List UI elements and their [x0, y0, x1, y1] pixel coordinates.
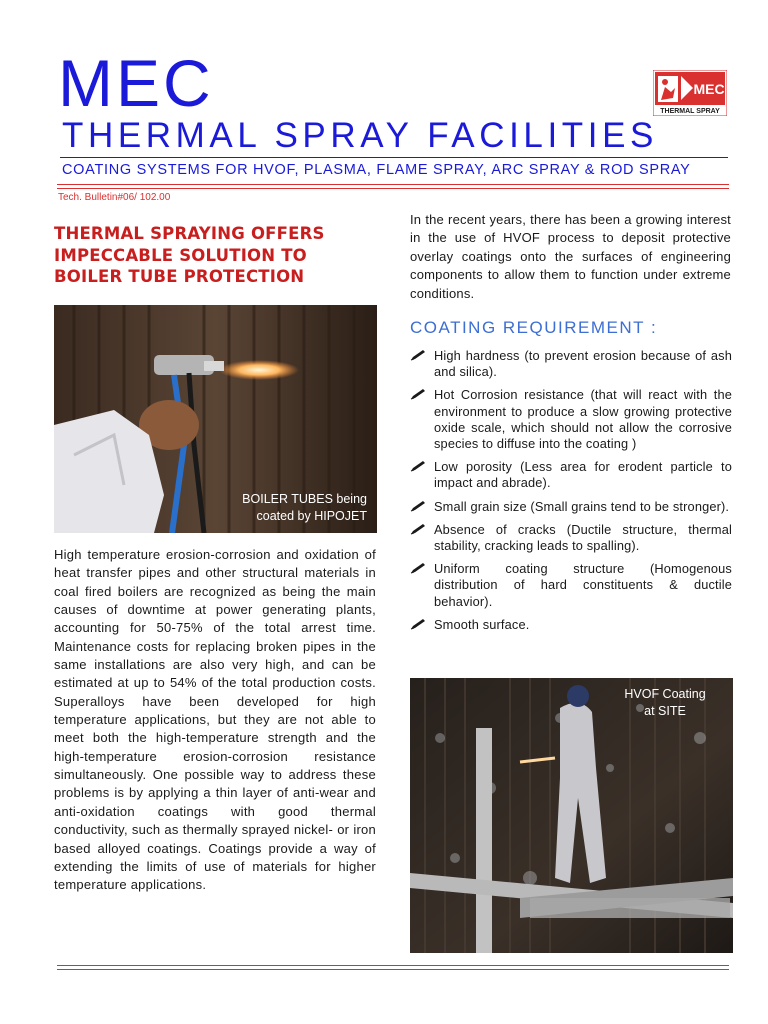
- pen-icon: [410, 562, 426, 574]
- footer-divider-top: [57, 965, 729, 966]
- requirement-text: Smooth surface.: [434, 616, 530, 632]
- mec-logo: [653, 70, 727, 116]
- logo-brand: MEC: [693, 81, 725, 97]
- photo1-caption: [205, 491, 367, 525]
- article-body: High temperature erosion-corrosion and oxidation of heat transfer pipes and other structural materials in coal fired boilers are recognized as being the main causes of downtime at power generating plants, accounting for 50-75% of the total arrest time. Maintenance costs for replacing broken pipes in the same installations are also very high, and can be estimated at up to 54% of the total production costs. Superalloys have been developed for high temperature applications, but they are not able to meet both the high-temperature strength and the high-temperature erosion-corrosion resistance simultaneously. One possible way to address these problems is by applying a thin layer of anti-wear and anti-oxidation coatings with good thermal conductivity, such as thermally sprayed nickel- or iron based alloyed coatings. Coatings provide a way of extending the limits of use of materials for higher temperature applications.: [54, 547, 376, 893]
- headline-line: IMPECCABLE SOLUTION TO: [54, 245, 307, 265]
- pen-icon: [410, 349, 426, 361]
- pen-icon: [410, 460, 426, 472]
- requirements-list: [410, 348, 732, 640]
- requirement-text: Absence of cracks (Ductile structure, thermal stability, cracking leads to spalling).: [434, 521, 732, 554]
- pen-icon: [410, 523, 426, 535]
- caption-line: at SITE: [644, 704, 686, 718]
- headline-line: BOILER TUBE PROTECTION: [54, 267, 305, 286]
- requirement-text: Small grain size (Small grains tend to be stronger).: [434, 498, 730, 514]
- footer-divider-bottom: [57, 969, 729, 970]
- caption-line: coated by HIPOJET: [256, 509, 367, 523]
- bulletin-number: Tech. Bulletin#06/ 102.00: [58, 192, 171, 203]
- caption-line: HVOF Coating: [624, 687, 706, 701]
- requirement-text: Uniform coating structure (Homogenous distribution of hard constituents & ductile behavior).: [434, 561, 732, 609]
- header-divider-bottom: [57, 188, 729, 189]
- pen-icon: [410, 618, 426, 630]
- header-divider-top: [57, 184, 729, 185]
- list-item: [410, 387, 732, 452]
- page-title: THERMAL SPRAY FACILITIES: [62, 116, 658, 155]
- list-item: [410, 561, 732, 610]
- title-divider: [60, 157, 728, 158]
- page-subtitle: COATING SYSTEMS FOR HVOF, PLASMA, FLAME SPRAY, ARC SPRAY & ROD SPRAY: [62, 162, 691, 178]
- list-item: [410, 499, 732, 515]
- requirement-text: Hot Corrosion resistance (that will react with the environment to produce a slow growing protective oxide scale, which should not allow the corrosive species to diffuse into the coating ): [434, 387, 732, 452]
- logo-caption: THERMAL SPRAY: [660, 108, 720, 115]
- photo2-caption: [600, 686, 730, 720]
- list-item: [410, 459, 732, 491]
- brand-name: MEC: [58, 46, 214, 120]
- requirement-text: High hardness (to prevent erosion because of ash and silica).: [434, 348, 732, 380]
- pen-icon: [410, 500, 426, 512]
- list-item: [410, 617, 732, 633]
- list-item: [410, 348, 732, 380]
- requirement-text: Low porosity (Less area for erodent particle to impact and abrade).: [434, 459, 732, 491]
- article-headline: [54, 223, 374, 288]
- caption-line: BOILER TUBES being: [242, 492, 367, 506]
- requirements-heading: COATING REQUIREMENT :: [410, 318, 658, 337]
- pen-icon: [410, 388, 426, 400]
- intro-paragraph: In the recent years, there has been a growing interest in the use of HVOF process to deposit protective overlay coatings onto the surfaces of engineering components to allow them to function under extreme conditions.: [410, 212, 731, 301]
- headline-line: THERMAL SPRAYING OFFERS: [54, 224, 325, 243]
- list-item: [410, 522, 732, 554]
